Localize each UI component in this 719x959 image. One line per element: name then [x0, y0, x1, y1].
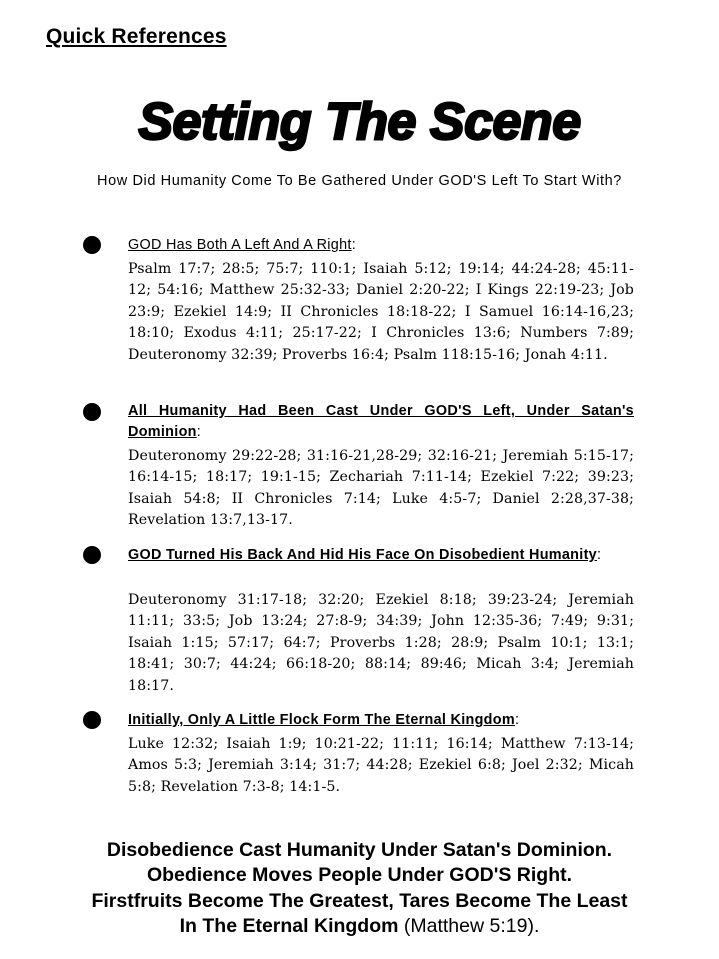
section-heading: [128, 401, 634, 443]
heading-colon: :: [351, 237, 357, 253]
quick-references-label: Quick References: [46, 25, 227, 48]
section-heading: [128, 545, 634, 566]
section-heading: [128, 710, 634, 731]
section-references: Psalm 17:7; 28:5; 75:7; 110:1; Isaiah 5:12; 19:14; 44:24-28; 45:11-12; 54:16; Matthew 25:32-33; Daniel 2:20-22; I Kings 22:19-23; Job 23:9; Ezekiel 14:9; II Chronicles 18:18-22; I Samuel 16:14-16,23; 18:10; Exodus 4:11; 25:17-22; I Chronicles 13:6; Numbers 7:89; Deuteronomy 32:39; Proverbs 16:4; Psalm 118:15-16; Jonah 4:11.: [128, 261, 634, 363]
heading-colon: :: [514, 712, 520, 728]
bullet-icon: [83, 546, 101, 564]
bullet-icon: [83, 711, 101, 729]
heading-colon: :: [596, 547, 602, 563]
closing-line-bold: In The Eternal Kingdom: [179, 915, 399, 938]
closing-line-reference: (Matthew 5:19).: [398, 915, 540, 938]
page-subtitle: How Did Humanity Come To Be Gathered Under GOD'S Left To Start With?: [97, 173, 622, 189]
section-references: Luke 12:32; Isaiah 1:9; 10:21-22; 11:11; 16:14; Matthew 7:13-14; Amos 5:3; Jeremiah 3:14; 31:7; 44:28; Ezekiel 6:8; Joel 2:32; Micah 5:8; Revelation 7:3-8; 14:1-5.: [128, 736, 634, 795]
section-heading-text: All Humanity Had Been Cast Under GOD'S Left, Under Satan's Dominion: [128, 403, 634, 440]
bullet-icon: [83, 236, 101, 254]
closing-statement: [0, 838, 719, 940]
section-heading-text: Initially, Only A Little Flock Form The Eternal Kingdom: [128, 712, 515, 728]
closing-line: Disobedience Cast Humanity Under Satan's Dominion.: [106, 839, 613, 861]
section-references: Deuteronomy 29:22-28; 31:16-21,28-29; 32:16-21; Jeremiah 5:15-17; 16:14-15; 18:17; 19:1-15; Zechariah 7:11-14; Ezekiel 7:22; 39:23; Isaiah 54:8; II Chronicles 7:14; Luke 4:5-7; Daniel 2:28,37-38; Revelation 13:7,13-17.: [128, 448, 634, 529]
section-heading: [128, 235, 634, 256]
section-references: Deuteronomy 31:17-18; 32:20; Ezekiel 8:18; 39:23-24; Jeremiah 11:11; 33:5; Job 13:24; 27:8-9; 34:39; John 12:35-36; 7:49; 9:31; Isaiah 1:15; 57:17; 64:7; Proverbs 1:28; 28:9; Psalm 10:1; 13:1; 18:41; 30:7; 44:24; 66:18-20; 88:14; 89:46; Micah 3:4; Jeremiah 18:17.: [128, 592, 634, 694]
closing-line-last: [0, 914, 719, 939]
closing-line: Firstfruits Become The Greatest, Tares Become The Least: [91, 889, 628, 912]
bullet-icon: [83, 403, 101, 421]
section-heading-text: GOD Turned His Back And Hid His Face On Disobedient Humanity: [128, 547, 597, 563]
closing-line: Obedience Moves People Under GOD'S Right.: [146, 864, 573, 887]
heading-colon: :: [196, 424, 202, 440]
section-heading-text: GOD Has Both A Left And A Right: [128, 237, 352, 253]
page-title: Setting The Scene: [138, 93, 581, 151]
